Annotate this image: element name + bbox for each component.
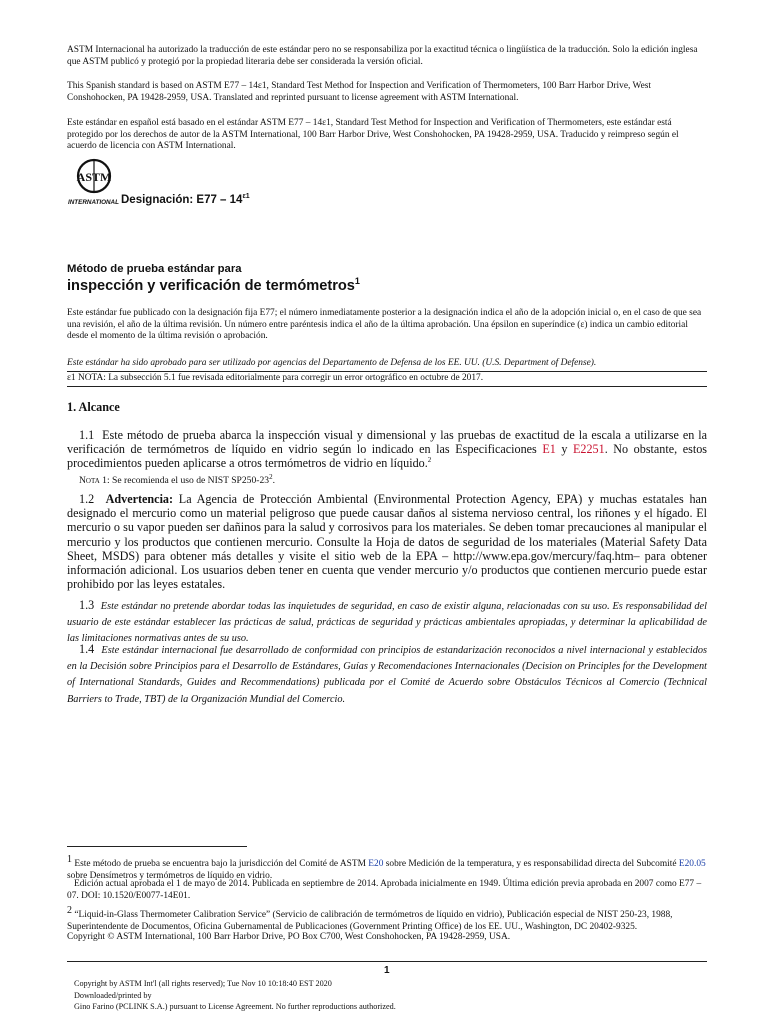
footnote-2 [67,905,707,933]
paragraph-1-3 [67,598,707,647]
note-label: Nota [79,475,100,486]
preamble-paragraph: Este estándar fue publicado con la designación fija E77; el número inmediatamente posterior a la designación indica el año de la adopción inicial o, en el caso de que sea una revisión, el año de la última revisión. Un número entre paréntesis indica el año de la última aprobación. Una épsilon en superíndice (ε) indica un cambio editorial desde el momento de la última revisión o aprobación. [67,308,702,342]
link-e2251[interactable]: E2251 [573,442,605,457]
divider [67,386,707,387]
link-e1[interactable]: E1 [542,442,556,457]
link-e20-05[interactable]: E20.05 [678,859,706,870]
note-1 [79,472,275,486]
divider [67,371,707,372]
section-heading: 1. Alcance [67,400,120,414]
footnote-text: sobre Densímetros y termómetros de líquido en vidrio. [67,870,273,881]
footnote-divider [67,846,247,847]
title-line-2: inspección y verificación de termómetros [67,277,355,294]
copyright-line: Copyright © ASTM International, 100 Barr Harbor Drive, PO Box C700, West Conshohocken, PA 19428-2959, USA. [67,932,511,942]
paragraph-1-2 [67,492,707,591]
svg-text:INTERNATIONAL: INTERNATIONAL [68,199,119,206]
page-title [67,276,360,294]
designation-sup: ε1 [242,193,250,200]
designation [121,193,250,206]
designation-label: Designación: E77 – 14 [121,193,243,206]
footnote-ref: 2 [269,472,273,481]
footer-divider [67,961,707,962]
note-end: . [272,475,275,486]
editorial-note: ε1 NOTA: La subsección 5.1 fue revisada editorialmente para corregir un error ortográfico en octubre de 2017. [67,373,484,383]
para-number: 1.1 [79,428,95,442]
para-text: . No obstante, estos procedimientos pueden aplicarse a otros termómetros de vidrio en líquido. [67,442,707,471]
footnote-number: 2 [67,905,72,916]
footer-line-2: Downloaded/printed by [74,990,152,1000]
footer-line-1: Copyright by ASTM Int'l (all rights reserved); Tue Nov 10 10:18:40 EST 2020 [74,979,332,988]
footnote-text: sobre Medición de la temperatura, y es responsabilidad directa del Subcomité [383,859,679,870]
para-text: Este estándar internacional fue desarrollado de conformidad con principios de estandarización reconocidos a nivel internacional y establecidos en la Decisión sobre Principios para el Desarrollo de Estándares, Guías y Recomendaciones Internacionales (Decision on Principles for the Development of International Standards, Guides and Recommendations) publicada por el Comité de Acuerdo sobre Obstáculos Técnicos al Comercio (Technical Barriers to Trade, TBT) de la Organización Mundial del Comercio. [67,645,707,705]
link-e20[interactable]: E20 [368,859,384,870]
spanish-basis-note: Este estándar en español está basado en el estándar ASTM E77 – 14ε1, Standard Test Method for Inspection and Verification of Thermometers, este estándar está protegido por los derechos de autor de la ASTM International, 100 Barr Harbor Drive, West Conshohocken, PA 19428-2959, USA. Traducido y reimpreso según el acuerdo de licencia con ASTM International. [67,118,679,152]
para-number: 1.4 [79,642,95,656]
title-footnote-ref: 1 [354,276,360,286]
dod-approval-note: Este estándar ha sido aprobado para ser utilizado por agencias del Departamento de Defensa de los EE. UU. (U.S. Department of Defense). [67,358,597,368]
para-text: La Agencia de Protección Ambiental (Environmental Protection Agency, EPA) y muchas estatales han designado el mercurio como un material peligroso que puede causar daños al sistema nervioso central, los riñones y el hígado. El mercurio o su vapor pueden ser dañinos para la salud y corrosivos para los materiales. Se deben tomar precauciones al manipular el mercurio y los productos que contienen mercurio. Consulte la Hoja de datos de seguridad de los materiales (Material Safety Data Sheet, MSDS) para obtener más detalles y visite el sitio web de la EPA – http://www.epa.gov/mercury/faq.htm– para obtener información adicional. Los usuarios deben tener en cuenta que vender mercurio y/o productos que contienen mercurio puede estar prohibido por las leyes estatales. [67,492,707,592]
footnote-ref: 2 [427,456,432,465]
para-text: y [555,442,573,457]
note-text: 1: Se recomienda el uso de NIST SP250-23 [99,475,270,486]
warning-label: Advertencia: [105,492,174,506]
download-footer [74,978,396,1013]
astm-logo-icon [67,157,122,207]
footnote-number: 1 [67,854,72,865]
footnote-text: “Liquid-in-Glass Thermometer Calibration Service” (Servicio de calibración de termómetros de líquido en vidrio), Publicación especial de NIST 250-23, 1988, Superintendente de Documentos, Oficina Gubernamental de Publicaciones (Government Printing Office) de los EE. UU., Washington, DC 20402-9325. [67,910,673,932]
para-number: 1.3 [79,598,95,612]
translation-disclaimer: ASTM Internacional ha autorizado la traducción de este estándar pero no se responsabiliza por la exactitud técnica o lingüística de la traducción. Solo la edición inglesa que ASTM publicó y protegió por la propiedad literaria debe ser considerada la versión oficial. [67,45,698,67]
footnote-text: Este método de prueba se encuentra bajo la jurisdicción del Comité de ASTM [72,859,369,870]
english-basis-note: This Spanish standard is based on ASTM E77 – 14ε1, Standard Test Method for Inspection and Verification of Thermometers, 100 Barr Harbor Drive, West Conshohocken, PA 19428-2959, USA. Translated and reprinted pursuant to license agreement with ASTM International. [67,81,652,103]
paragraph-1-4 [67,642,707,707]
svg-text:ASTM: ASTM [76,170,112,184]
footer-line-3: Gino Farino (PCLINK S.A.) pursuant to License Agreement. No further reproductions authorized. [74,1002,396,1012]
title-line-1: Método de prueba estándar para [67,263,242,275]
para-text: Este estándar no pretende abordar todas las inquietudes de seguridad, en caso de existir alguna, relacionadas con su uso. Es responsabilidad del usuario de este estándar establecer las prácticas de salud, prácticas de seguridad y prácticas ambientales apropiadas, y determinar la aplicabilidad de las limitaciones normativas antes de su uso. [67,601,707,645]
para-number: 1.2 [79,492,95,506]
para-text: Este método de prueba abarca la inspección visual y dimensional y las pruebas de exactitud de la escala a utilizarse en la verificación de termómetros de líquido en vidrio según lo indicado en las Especificaciones [67,428,707,457]
paragraph-1-1 [67,428,707,471]
footnote-1-edition: Edición actual aprobada el 1 de mayo de 2014. Publicada en septiembre de 2014. Aprobada inicialmente en 1949. Última edición previa aprobada en 2007 como E77 – 07. DOI: 10.1520/E0077-14E01. [67,879,702,901]
page-number: 1 [384,965,390,976]
